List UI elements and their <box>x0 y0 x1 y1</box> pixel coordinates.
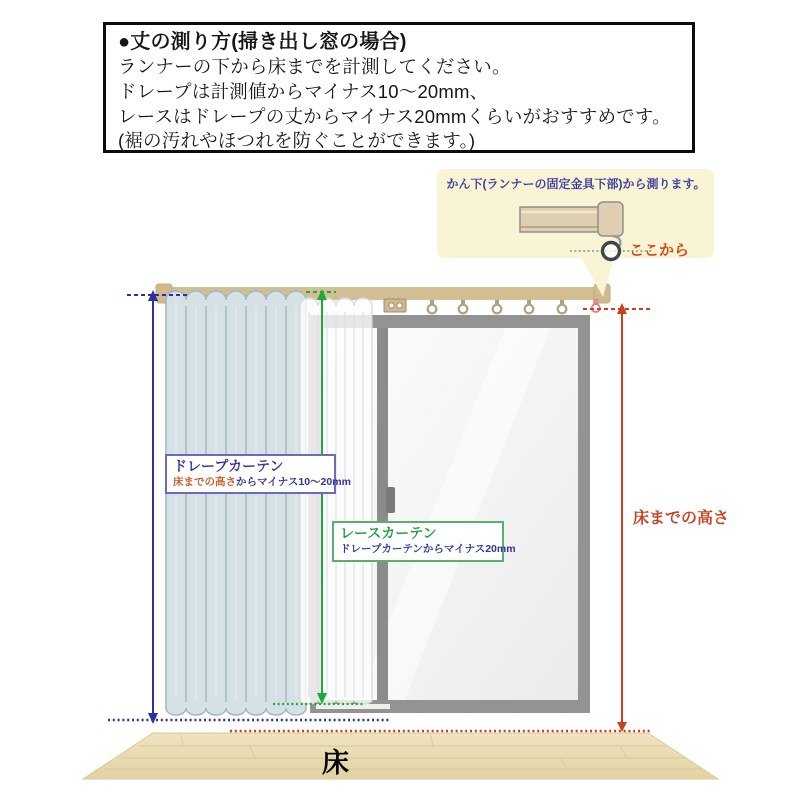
drape-curtain-label <box>165 454 351 494</box>
floor-graphic <box>83 733 718 779</box>
drape-label-note <box>173 475 351 489</box>
lace-label-note: ドレープカーテンからマイナス20mm <box>340 542 516 555</box>
instruction-line: (裾の汚れやほつれを防ぐことができます。) <box>118 130 476 152</box>
callout-caption: かん下(ランナーの固定金具下部)から測ります。 <box>446 177 706 191</box>
drape-curtain <box>166 291 306 715</box>
runner-ring-icon <box>603 243 620 260</box>
instruction-line: ランナーの下から床までを計測してください。 <box>118 56 511 78</box>
drape-note-rest: からマイナス10〜20mm <box>236 475 351 488</box>
from-here-label: ここから <box>629 242 690 259</box>
instruction-line: ドレープは計測値からマイナス10〜20mm、 <box>118 80 489 102</box>
runner-rings <box>384 299 600 313</box>
instruction-title: ●丈の測り方(掃き出し窓の場合) <box>118 31 407 53</box>
drape-note-highlight: 床までの高さ <box>173 475 236 488</box>
floor-label: 床 <box>322 748 349 778</box>
floor-height-label: 床までの高さ <box>633 510 730 527</box>
lace-curtain <box>300 298 372 704</box>
instruction-box <box>103 22 695 153</box>
instruction-line: レースはドレープの丈からマイナス20mmくらいがおすすめです。 <box>118 105 671 127</box>
lace-curtain-label <box>332 521 516 562</box>
lace-label-title: レースカーテン <box>340 525 437 541</box>
drape-label-title: ドレープカーテン <box>173 458 284 474</box>
window-handle <box>386 487 395 513</box>
